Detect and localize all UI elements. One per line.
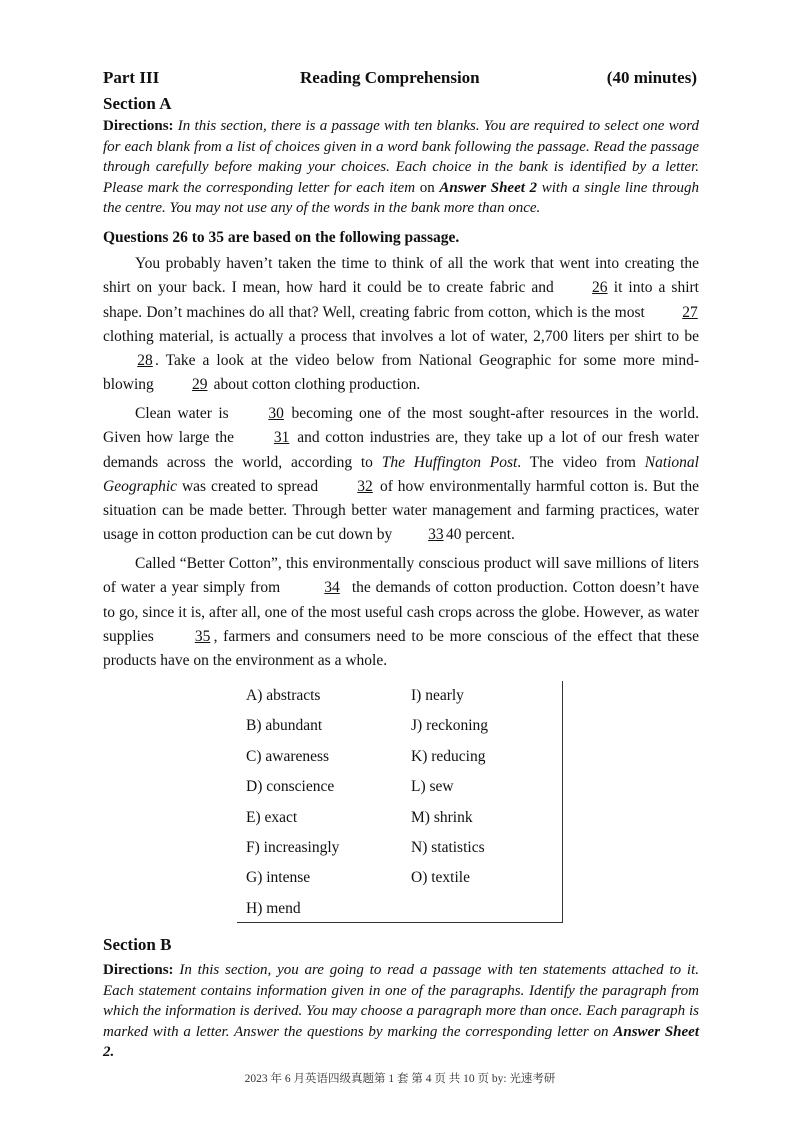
directions-text-end: with a single line through the centre. You may not use any of the words in the bank more than once. bbox=[103, 179, 699, 216]
page-footer: 2023 年 6 月英语四级真题第 1 套 第 4 页 共 10 页 by: 光速考研 bbox=[244, 1073, 556, 1085]
blank-34: 34 bbox=[324, 579, 340, 597]
passage-text: becoming one of the most sought-after resources in the world. Given how large the bbox=[103, 405, 699, 447]
word-option: I) nearly bbox=[411, 687, 464, 704]
blank-32: 32 bbox=[357, 477, 373, 495]
word-option: A) abstracts bbox=[246, 687, 321, 704]
blank-27: 27 bbox=[682, 303, 698, 321]
word-option: F) increasingly bbox=[246, 838, 340, 856]
part-header bbox=[103, 68, 697, 90]
word-option: K) reducing bbox=[411, 747, 486, 765]
passage-text: the demands of cotton production. Cotton doesn’t have to go, since it is, after all, one of the most useful cash crops across the globe. However, as water supplies bbox=[103, 579, 700, 645]
passage-paragraph-2 bbox=[103, 402, 699, 548]
directions-label: Directions: bbox=[103, 118, 174, 134]
word-option: E) exact bbox=[246, 808, 298, 826]
part-label: Part III bbox=[103, 68, 160, 87]
passage-text: was created to spread bbox=[177, 477, 324, 495]
time-limit: (40 minutes) bbox=[606, 68, 697, 87]
source-title: The Huffington Post bbox=[381, 453, 518, 471]
questions-heading: Questions 26 to 35 are based on the following passage. bbox=[103, 229, 460, 246]
passage-text: Clean water is bbox=[135, 405, 236, 422]
directions-text: In this section, there is a passage with ten blanks. You are required to select one word for each blank from a list of choices given in a word bank following the passage. Read the passage through carefully before making your choices. Each choice in the bank is identified by a letter. Please mark the corresponding letter for each item bbox=[103, 118, 699, 196]
blank-28: 28 bbox=[137, 352, 153, 370]
word-bank-column-2 bbox=[411, 681, 488, 894]
word-option: B) abundant bbox=[246, 717, 323, 735]
passage-paragraph-1 bbox=[103, 252, 699, 398]
word-option: G) intense bbox=[246, 869, 311, 887]
directions-label: Directions: bbox=[103, 962, 174, 978]
passage-text: . Take a look at the video below from National Geographic for some more mind-blowing bbox=[103, 352, 699, 394]
passage-text: clothing material, is actually a process that involves a lot of water, 2,700 liters per shirt to be bbox=[103, 327, 699, 345]
word-bank-column-1 bbox=[246, 681, 339, 924]
section-a-title: Section A bbox=[103, 94, 172, 113]
passage-text: and cotton industries are, they take up a lot of our fresh water demands across the world, according to bbox=[103, 429, 699, 471]
blank-31: 31 bbox=[273, 429, 290, 447]
blank-33: 33 bbox=[428, 526, 444, 544]
passage-paragraph-3 bbox=[103, 552, 699, 673]
section-b-title: Section B bbox=[103, 935, 172, 954]
word-option: C) awareness bbox=[246, 747, 330, 765]
passage-text: of how environmentally harmful cotton is. But the situation can be made better. Through better water management and farming practices, water usage in cotton production can be cut down by bbox=[103, 477, 700, 544]
blank-29: 29 bbox=[191, 376, 208, 394]
word-option: J) reckoning bbox=[411, 717, 489, 735]
word-option: M) shrink bbox=[411, 808, 473, 826]
passage-text: . The video from bbox=[517, 453, 645, 471]
word-option: N) statistics bbox=[411, 838, 485, 856]
word-option: O) textile bbox=[411, 869, 470, 887]
passage-text: Called “Better Cotton”, this environmentally conscious product will save millions of liters of water a year simply from bbox=[103, 555, 699, 597]
part-title: Reading Comprehension bbox=[300, 68, 480, 87]
blank-26: 26 bbox=[592, 279, 608, 297]
passage-text: it into a shirt shape. Don’t machines do all that? Well, creating fabric from cotton, which is the most bbox=[103, 279, 699, 321]
answer-sheet-ref: Answer Sheet 2. bbox=[103, 1023, 700, 1060]
passage-text: You probably haven’t taken the time to think of all the work that went into creating the shirt on your back. I mean, how hard it could be to create fabric and bbox=[103, 255, 699, 297]
blank-30: 30 bbox=[268, 405, 284, 422]
directions-text: In this section, you are going to read a passage with ten statements attached to it. Each statement contains information given in one of the paragraphs. Identify the paragraph from which the information is derived. You may choose a paragraph more than once. Each paragraph is marked with a letter. Answer the questions by marking the corresponding letter on bbox=[103, 962, 699, 1040]
passage-text: 40 percent. bbox=[442, 526, 515, 544]
word-option: H) mend bbox=[246, 899, 301, 917]
blank-35: 35 bbox=[194, 627, 211, 645]
section-b-directions bbox=[103, 960, 699, 1063]
directions-on: on bbox=[415, 179, 440, 196]
word-option: D) conscience bbox=[246, 778, 335, 796]
source-title: National Geographic bbox=[103, 453, 699, 495]
section-a-directions bbox=[103, 116, 699, 219]
passage-text: about cotton clothing production. bbox=[209, 376, 421, 394]
answer-sheet-ref: Answer Sheet 2 bbox=[439, 179, 538, 196]
word-option: L) sew bbox=[411, 778, 454, 796]
word-bank bbox=[237, 681, 563, 923]
passage-text: , farmers and consumers need to be more conscious of the effect that these products have on the environment as a whole. bbox=[103, 627, 699, 670]
